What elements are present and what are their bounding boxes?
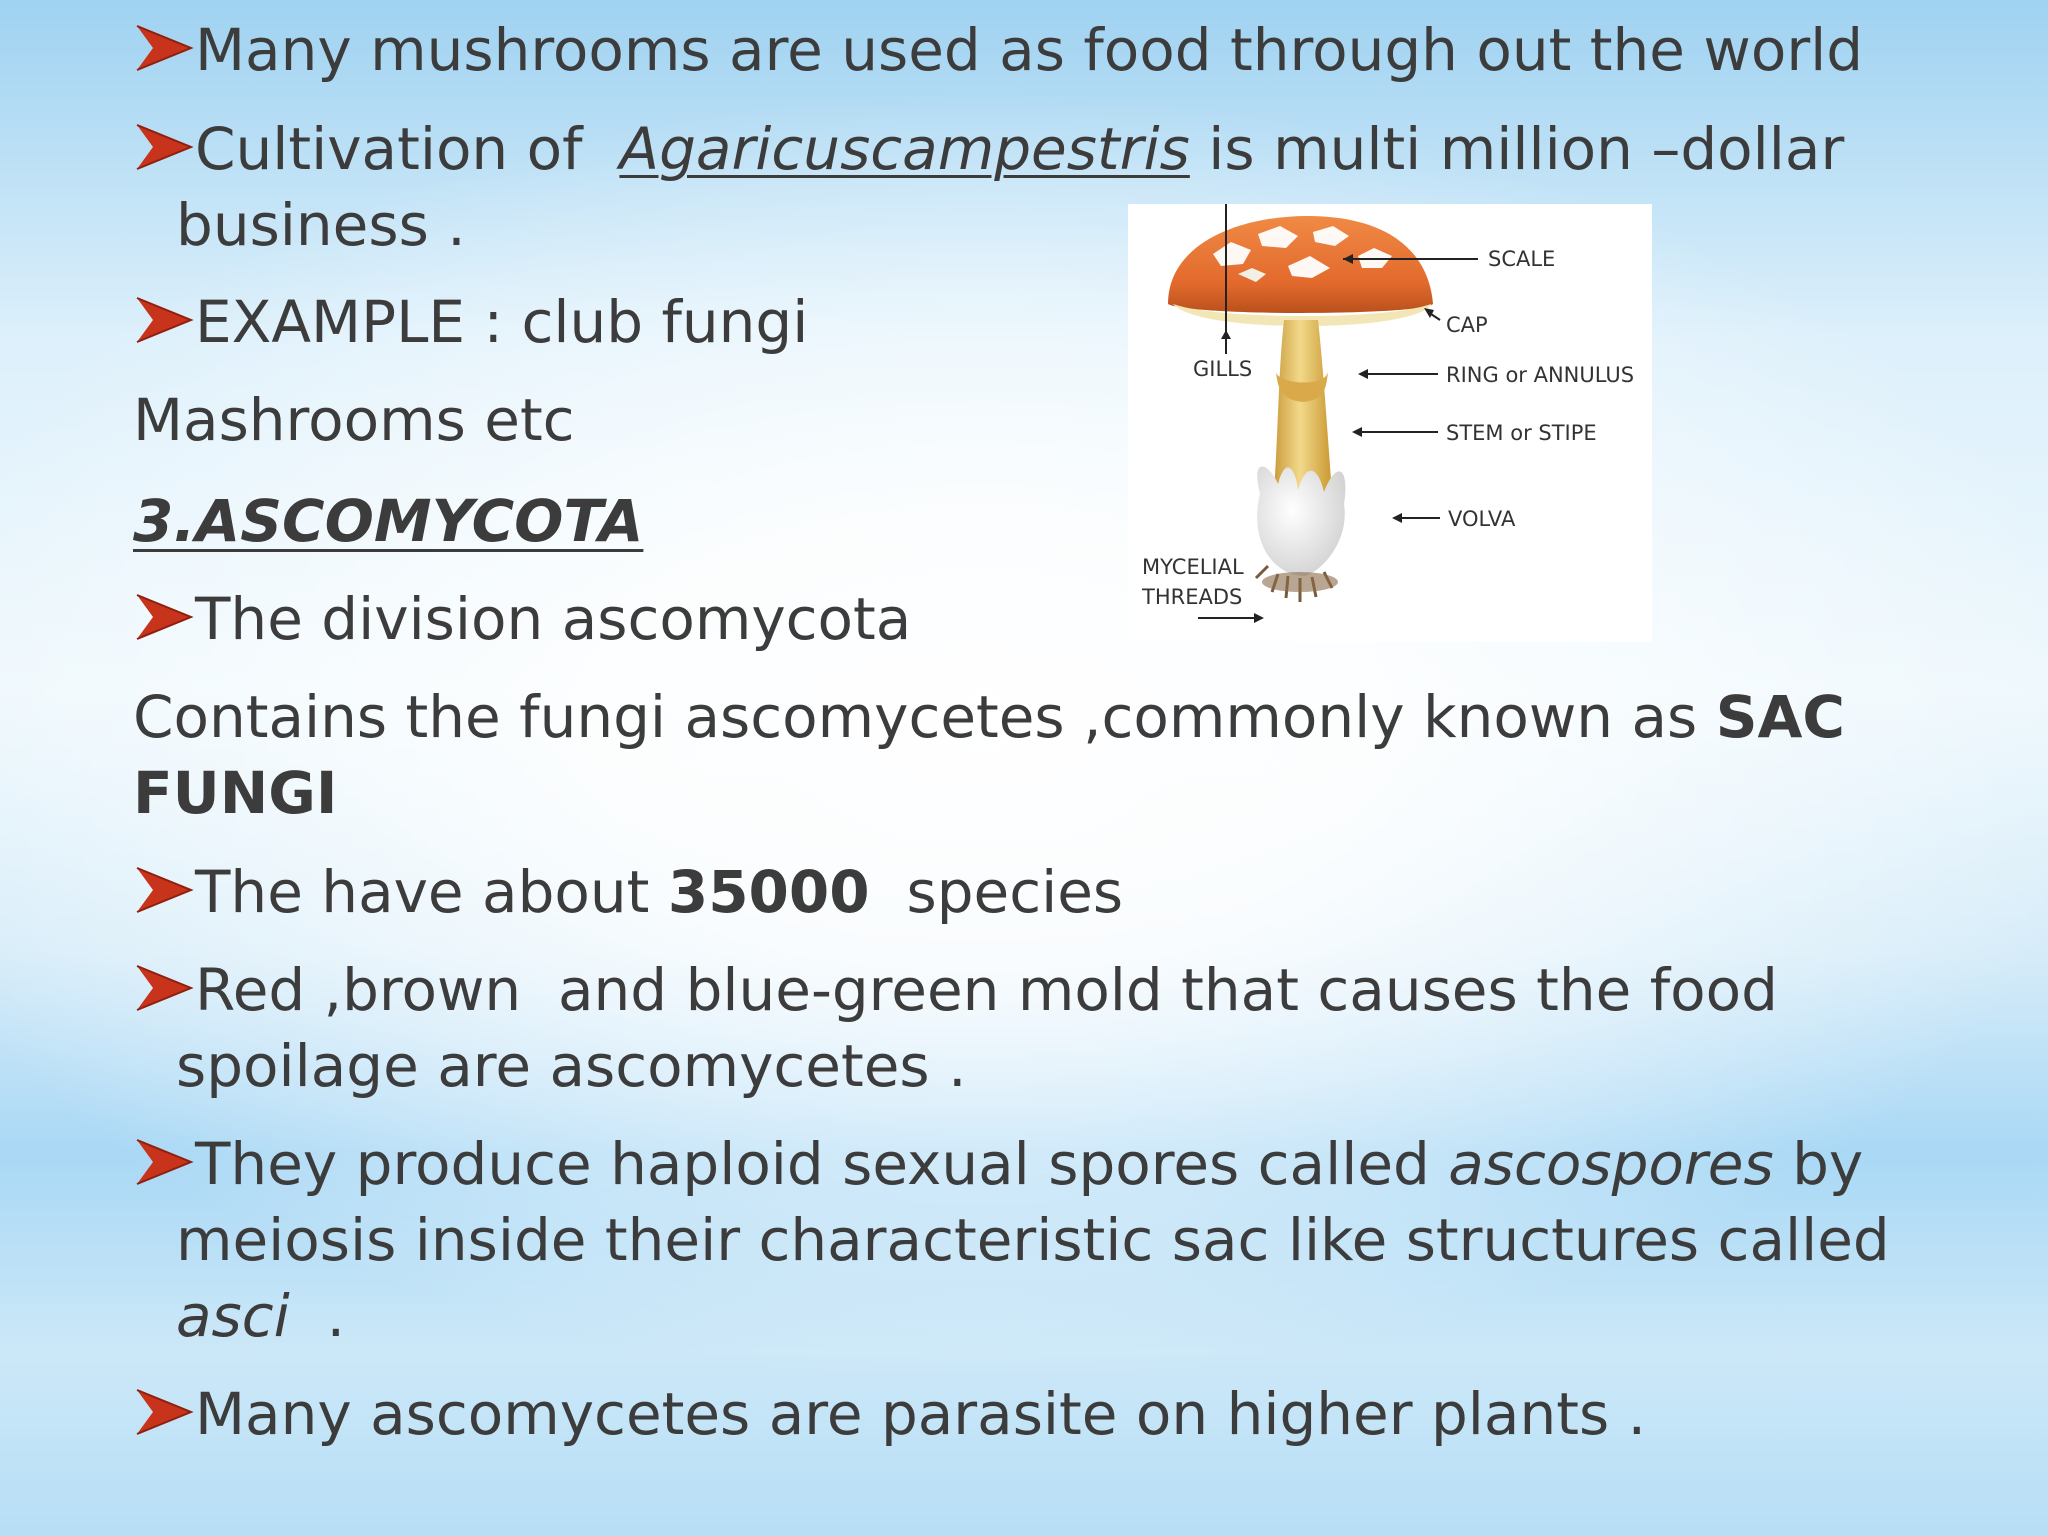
label-gills: GILLS bbox=[1193, 357, 1253, 381]
bullet-text: . bbox=[289, 1282, 346, 1350]
bullet-text: EXAMPLE : club fungi bbox=[195, 288, 809, 356]
bullet-text: Cultivation of bbox=[195, 115, 620, 183]
paragraph-text: Contains the fungi ascomycetes ,commonly known as bbox=[133, 683, 1716, 751]
label-mycelial: MYCELIAL bbox=[1142, 555, 1244, 579]
bullet-parasites bbox=[133, 1376, 1908, 1452]
bullet-species-count bbox=[133, 854, 1908, 930]
arrow-bullet-icon bbox=[133, 294, 195, 346]
arrow-bullet-icon bbox=[133, 1136, 195, 1188]
heading-text: 3.ASCOMYCOTA bbox=[133, 487, 644, 555]
mushroom-volva bbox=[1257, 467, 1345, 577]
bullet-food-use bbox=[133, 12, 1908, 88]
bullet-text: They produce haploid sexual spores called bbox=[195, 1130, 1449, 1198]
bold-term: SAC bbox=[1715, 683, 1845, 751]
label-stem: STEM or STIPE bbox=[1446, 421, 1597, 445]
term-ascospores: ascospores bbox=[1448, 1130, 1774, 1198]
bullet-ascospores bbox=[133, 1126, 1908, 1202]
bullet-text: Red ,brown and blue-green mold that causes the food bbox=[195, 956, 1778, 1024]
bullet-molds bbox=[133, 952, 1908, 1028]
mushroom-illustration bbox=[1128, 204, 1652, 642]
arrow-bullet-icon bbox=[133, 1386, 195, 1438]
arrow-bullet-icon bbox=[133, 591, 195, 643]
bullet-text: by bbox=[1773, 1130, 1864, 1198]
paragraph-continuation bbox=[133, 755, 1908, 831]
bullet-text: The have about bbox=[195, 858, 668, 926]
label-threads: THREADS bbox=[1142, 585, 1243, 609]
mushroom-diagram bbox=[1128, 204, 1652, 642]
bullet-text: spoilage are ascomycetes . bbox=[176, 1032, 967, 1100]
label-scale: SCALE bbox=[1488, 247, 1556, 271]
label-ring: RING or ANNULUS bbox=[1446, 363, 1635, 387]
arrow-bullet-icon bbox=[133, 22, 195, 74]
label-volva: VOLVA bbox=[1448, 507, 1516, 531]
bullet-continuation bbox=[133, 1202, 1908, 1278]
arrow-bullet-icon bbox=[133, 121, 195, 173]
bullet-continuation bbox=[133, 1028, 1908, 1104]
bullet-cultivation bbox=[133, 111, 1908, 187]
paragraph-sac-fungi bbox=[133, 679, 1908, 755]
arrow-bullet-icon bbox=[133, 962, 195, 1014]
species-name: Agaricuscampestris bbox=[619, 115, 1190, 183]
species-count: 35000 bbox=[667, 858, 870, 926]
paragraph-text: Mashrooms etc bbox=[133, 386, 575, 454]
bullet-text: The division ascomycota bbox=[195, 585, 912, 653]
label-cap: CAP bbox=[1446, 313, 1488, 337]
term-asci: asci bbox=[176, 1282, 290, 1350]
bullet-text: business . bbox=[176, 191, 466, 259]
bullet-text: Many ascomycetes are parasite on higher plants . bbox=[195, 1380, 1647, 1448]
bullet-text: is multi million –dollar bbox=[1189, 115, 1845, 183]
bullet-text: Many mushrooms are used as food through out the world bbox=[195, 16, 1864, 84]
bullet-text: meiosis inside their characteristic sac like structures called bbox=[176, 1206, 1890, 1274]
bullet-continuation bbox=[133, 1278, 1908, 1354]
bold-term: FUNGI bbox=[133, 759, 338, 827]
bullet-text: species bbox=[869, 858, 1124, 926]
arrow-bullet-icon bbox=[133, 864, 195, 916]
